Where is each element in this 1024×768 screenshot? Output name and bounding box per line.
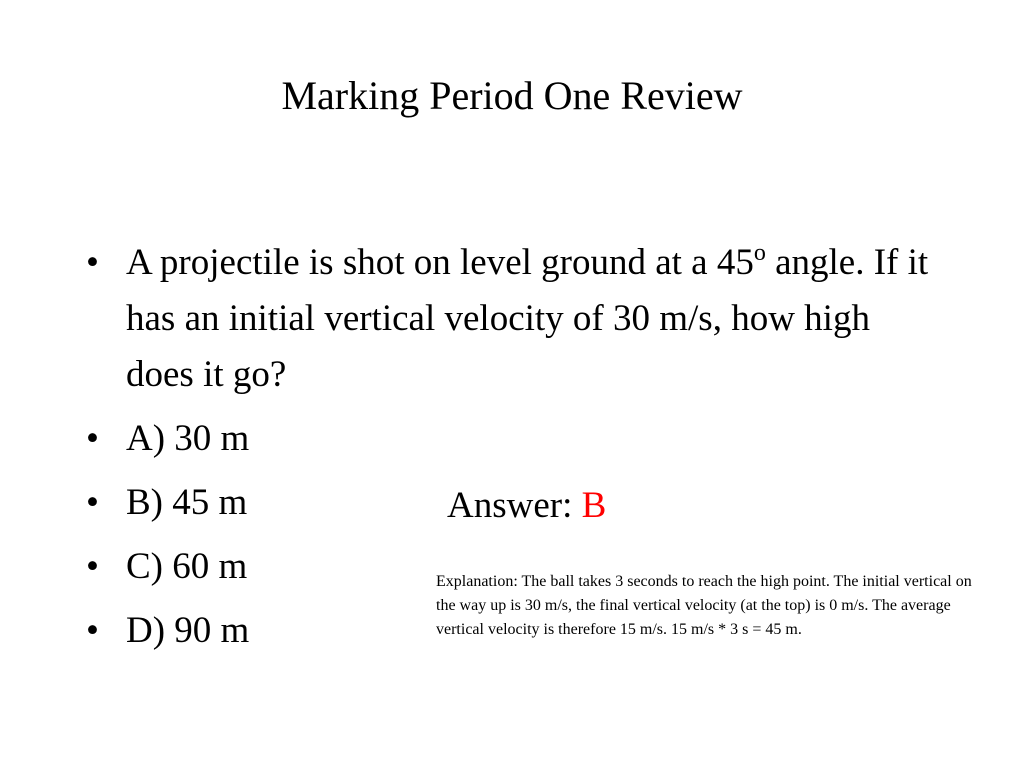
explanation-text: Explanation: The ball takes 3 seconds to reach the high point. The initial vertical on the way up is 30 m/s, the final vertical velocity (at the top) is 0 m/s. The average vertical velocity is therefore 15 m/s. 15 m/s * 3 s = 45 m.: [436, 573, 972, 638]
bullet-icon: •: [86, 418, 99, 459]
option-label: C) 60 m: [126, 546, 248, 587]
question-item: [86, 235, 936, 403]
answer-line: [447, 482, 606, 530]
answer-value: B: [581, 485, 607, 526]
bullet-icon: •: [86, 546, 99, 587]
option-a: [86, 411, 936, 467]
question-text-before: A projectile is shot on level ground at a 45: [126, 242, 754, 283]
question-text-after: angle. If it has an initial vertical velocity of 30 m/s, how high does it go?: [126, 242, 929, 395]
bullet-icon: •: [86, 242, 99, 283]
bullet-icon: •: [86, 610, 99, 651]
question-text: [126, 235, 936, 403]
option-label: D) 90 m: [126, 610, 250, 651]
bullet-icon: •: [86, 482, 99, 523]
option-label: A) 30 m: [126, 418, 250, 459]
answer-label: Answer:: [447, 485, 573, 526]
slide-title: Marking Period One Review: [281, 73, 743, 118]
degree-superscript: o: [753, 240, 766, 266]
option-label: B) 45 m: [126, 482, 248, 523]
